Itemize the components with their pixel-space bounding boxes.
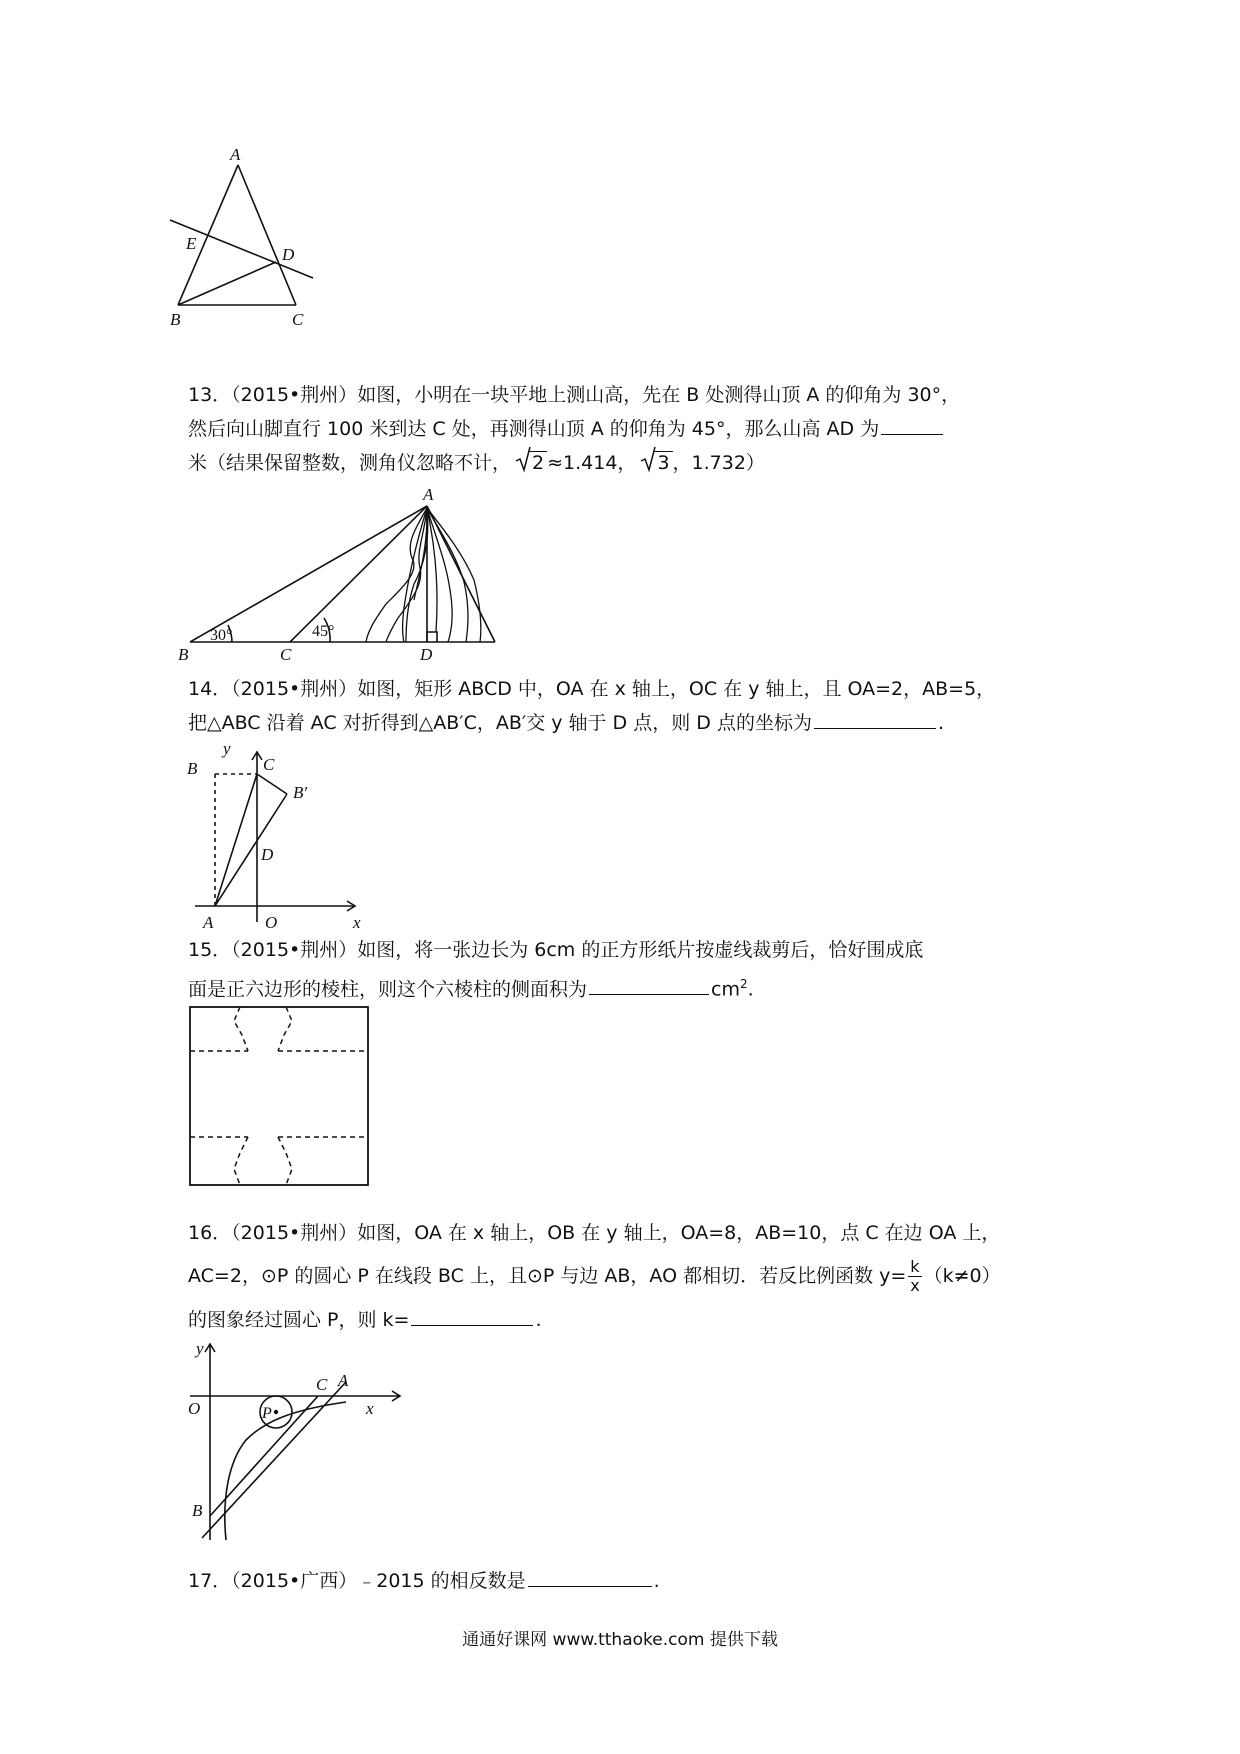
label-c: C (280, 645, 292, 664)
q13-line3-pre: 米（结果保留整数，测角仪忽略不计， (188, 452, 512, 474)
label-y: y (223, 739, 231, 758)
figure-q14-rectangle (185, 740, 365, 935)
label-b: B (170, 310, 181, 329)
figure-q12-triangle (160, 140, 340, 360)
question-14 (188, 672, 995, 740)
q14-line1: 14．（2015•荆州）如图，矩形 ABCD 中，OA 在 x 轴上，OC 在 y 轴上，且 OA=2，AB=5， (188, 678, 996, 700)
label-d: D (261, 845, 274, 864)
label-c: C (263, 755, 275, 774)
square-outline (190, 1007, 368, 1185)
segment-ac (215, 774, 257, 906)
q15-unit-sup: 2 (739, 977, 748, 991)
question-13 (188, 378, 960, 480)
center-p-dot (274, 1410, 278, 1414)
label-b: B (178, 645, 189, 664)
question-15 (188, 933, 923, 1006)
q15-line2 (188, 967, 923, 1006)
angle-label-45: 45° (312, 623, 335, 640)
label-e: E (186, 234, 197, 253)
q16-line2-end: （k≠0） (923, 1265, 1001, 1287)
q14-line2 (188, 706, 995, 740)
q15-line2-text: 面是正六边形的棱柱，则这个六棱柱的侧面积为 (188, 978, 588, 1001)
q13-line2 (188, 412, 960, 446)
cut-lines (190, 1007, 368, 1185)
label-x: x (366, 1399, 374, 1418)
hyperbola-branch (225, 1402, 346, 1540)
q15-line2-end: . (747, 978, 754, 1001)
label-a: A (203, 913, 214, 932)
q15-answer-blank[interactable] (589, 974, 709, 995)
label-c: C (316, 1375, 328, 1394)
q14-line2-end: . (937, 712, 944, 734)
q16-line2 (188, 1258, 1001, 1295)
segment-cb-prime (257, 774, 287, 794)
label-b: B (187, 759, 198, 778)
label-o: O (188, 1399, 201, 1418)
q14-line2-text: 把△ABC 沿着 AC 对折得到△AB′C，AB′交 y 轴于 D 点，则 D 点的坐标为 (188, 712, 812, 734)
label-c: C (292, 310, 304, 329)
label-d: D (420, 645, 433, 664)
page-footer: 通通好课网 www.tthaoke.com 提供下载 (462, 1630, 778, 1650)
sqrt-3: 3 (640, 446, 672, 480)
label-p: P (262, 1405, 272, 1422)
right-angle-mark (427, 632, 437, 642)
q17-line1-end: . (653, 1570, 660, 1592)
label-x: x (353, 913, 361, 932)
q15-line1: 15．（2015•荆州）如图，将一张边长为 6cm 的正方形纸片按虚线裁剪后，恰好围成底 (188, 939, 924, 961)
figure-q15-square-paper (188, 1005, 372, 1193)
label-a: A (423, 485, 434, 504)
q13-line1: 13．（2015•荆州）如图，小明在一块平地上测山高，先在 B 处测得山顶 A 的仰角为 30°， (188, 384, 961, 406)
label-y: y (196, 1339, 204, 1358)
q17-line1 (188, 1564, 660, 1598)
q16-answer-blank[interactable] (411, 1305, 533, 1326)
label-a: A (338, 1371, 349, 1390)
angle-label-30: 30° (210, 627, 233, 644)
segment-ab-prime (215, 794, 287, 906)
q14-answer-blank[interactable] (814, 708, 936, 729)
q15-unit: cm (711, 978, 740, 1001)
q17-line1-text: 17．（2015•广西）﹣2015 的相反数是 (188, 1570, 526, 1592)
mountain-contours (366, 508, 481, 642)
question-16 (188, 1216, 1001, 1337)
label-b: B (192, 1501, 203, 1520)
sqrt-2: 2 (515, 446, 547, 480)
q13-answer-blank[interactable] (881, 414, 943, 435)
q16-line3-text: 的图象经过圆心 P，则 k= (188, 1309, 410, 1331)
q16-line1: 16．（2015•荆州）如图，OA 在 x 轴上，OB 在 y 轴上，OA=8，AB=10，点 C 在边 OA 上， (188, 1222, 1001, 1244)
q13-line3-mid: ≈1.414， (547, 452, 637, 474)
fraction-k-over-x: $\frac{k}{x}$ (910, 1257, 920, 1295)
label-d: D (282, 245, 295, 264)
label-o: O (265, 913, 278, 932)
label-a: A (230, 145, 241, 164)
q17-answer-blank[interactable] (528, 1566, 652, 1587)
label-b-prime: B′ (293, 783, 308, 802)
q16-line2-text: AC=2，⊙P 的圆心 P 在线段 BC 上，且⊙P 与边 AB，AO 都相切．若反比例函数 y= (188, 1265, 907, 1287)
question-17 (188, 1564, 660, 1598)
q13-line2-text: 然后向山脚直行 100 米到达 C 处，再测得山顶 A 的仰角为 45°，那么山高 AD 为 (188, 418, 880, 440)
q13-line3-post: ，1.732） (672, 452, 765, 474)
figure-q13-mountain (180, 480, 510, 665)
q16-line3-end: . (535, 1309, 542, 1331)
side-ac (238, 165, 296, 305)
sightline-ba (190, 506, 427, 642)
segment-bd (178, 262, 276, 305)
figure-q16-circle-hyperbola (188, 1330, 418, 1545)
q13-line3 (188, 446, 960, 480)
